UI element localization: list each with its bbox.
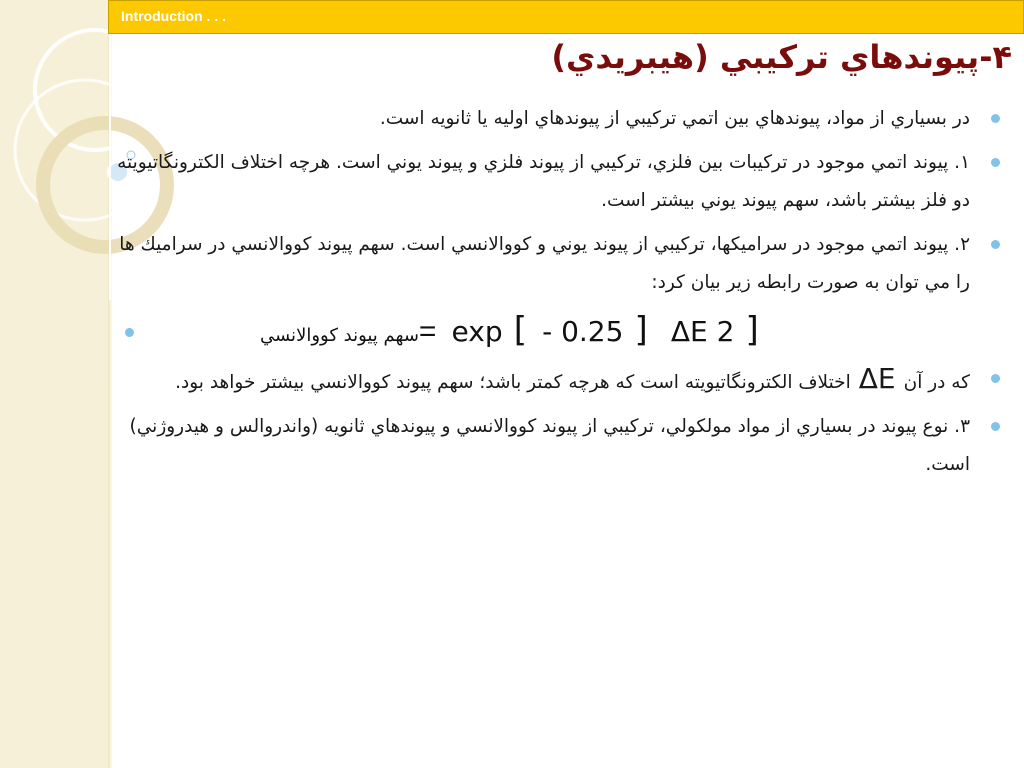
formula-coeff: - 0.25 <box>542 315 624 348</box>
formula-label: سهم پيوند كووالانسي <box>260 325 419 346</box>
bullet-text: ۱. پيوند اتمي موجود در تركيبات بين فلزي، تركيبي از پيوند فلزي و پيوند يوني است. هرچه اختلاف الكترونگاتيويته دو فلز بيشتر باشد، سهم پيوند يوني بيشتر است. <box>117 152 970 211</box>
formula-close-bracket: ] <box>634 310 648 350</box>
delta-e-symbol: ΔE <box>858 362 896 395</box>
bullet-item <box>110 408 1014 484</box>
bullet-text-prefix: كه در آن <box>903 372 970 393</box>
slide-title: ۴-پيوندهاي تركيبي (هيبريدي) <box>551 38 1012 76</box>
formula-delta-term: ΔE 2 <box>670 315 735 348</box>
section-header-bar <box>108 0 1024 34</box>
bullet-item <box>110 226 1014 302</box>
bullet-icon <box>991 240 1000 249</box>
bullet-icon <box>991 158 1000 167</box>
slide-content <box>110 100 1014 484</box>
bullet-icon <box>991 422 1000 431</box>
covalent-share-formula <box>260 310 759 350</box>
bullet-item <box>110 144 1014 220</box>
bullet-text: ۳. نوع پيوند در بسياري از مواد مولكولي، تركيبي از پيوند كووالانسي و پيوندهاي ثانويه (واندروالس و هيدروژني) است. <box>129 416 970 475</box>
bullet-text: در بسياري از مواد، پيوندهاي بين اتمي تركيبي از پيوندهاي اوليه يا ثانويه است. <box>379 108 970 129</box>
bullet-icon <box>991 114 1000 123</box>
bullet-text-suffix: اختلاف الكترونگاتيويته است كه هرچه كمتر باشد؛ سهم پيوند كووالانسي بيشتر خواهد بود. <box>175 372 851 393</box>
bullet-item <box>110 360 1014 402</box>
formula-end-bracket: ] <box>745 310 759 350</box>
formula-equals: = <box>418 315 437 348</box>
bullet-text: ۲. پيوند اتمي موجود در سراميكها، تركيبي از پيوند يوني و كووالانسي است. سهم پيوند كووالانسي در سراميك ها را مي توان به صورت رابطه زير بيان كرد: <box>119 234 970 293</box>
bullet-item <box>110 100 1014 138</box>
formula-row <box>110 308 1014 356</box>
formula-exp: exp <box>451 315 503 348</box>
bullet-icon <box>991 374 1000 383</box>
bullet-icon <box>125 328 134 337</box>
section-header-text: Introduction . . . <box>121 8 226 24</box>
formula-open-bracket: [ <box>513 310 527 350</box>
